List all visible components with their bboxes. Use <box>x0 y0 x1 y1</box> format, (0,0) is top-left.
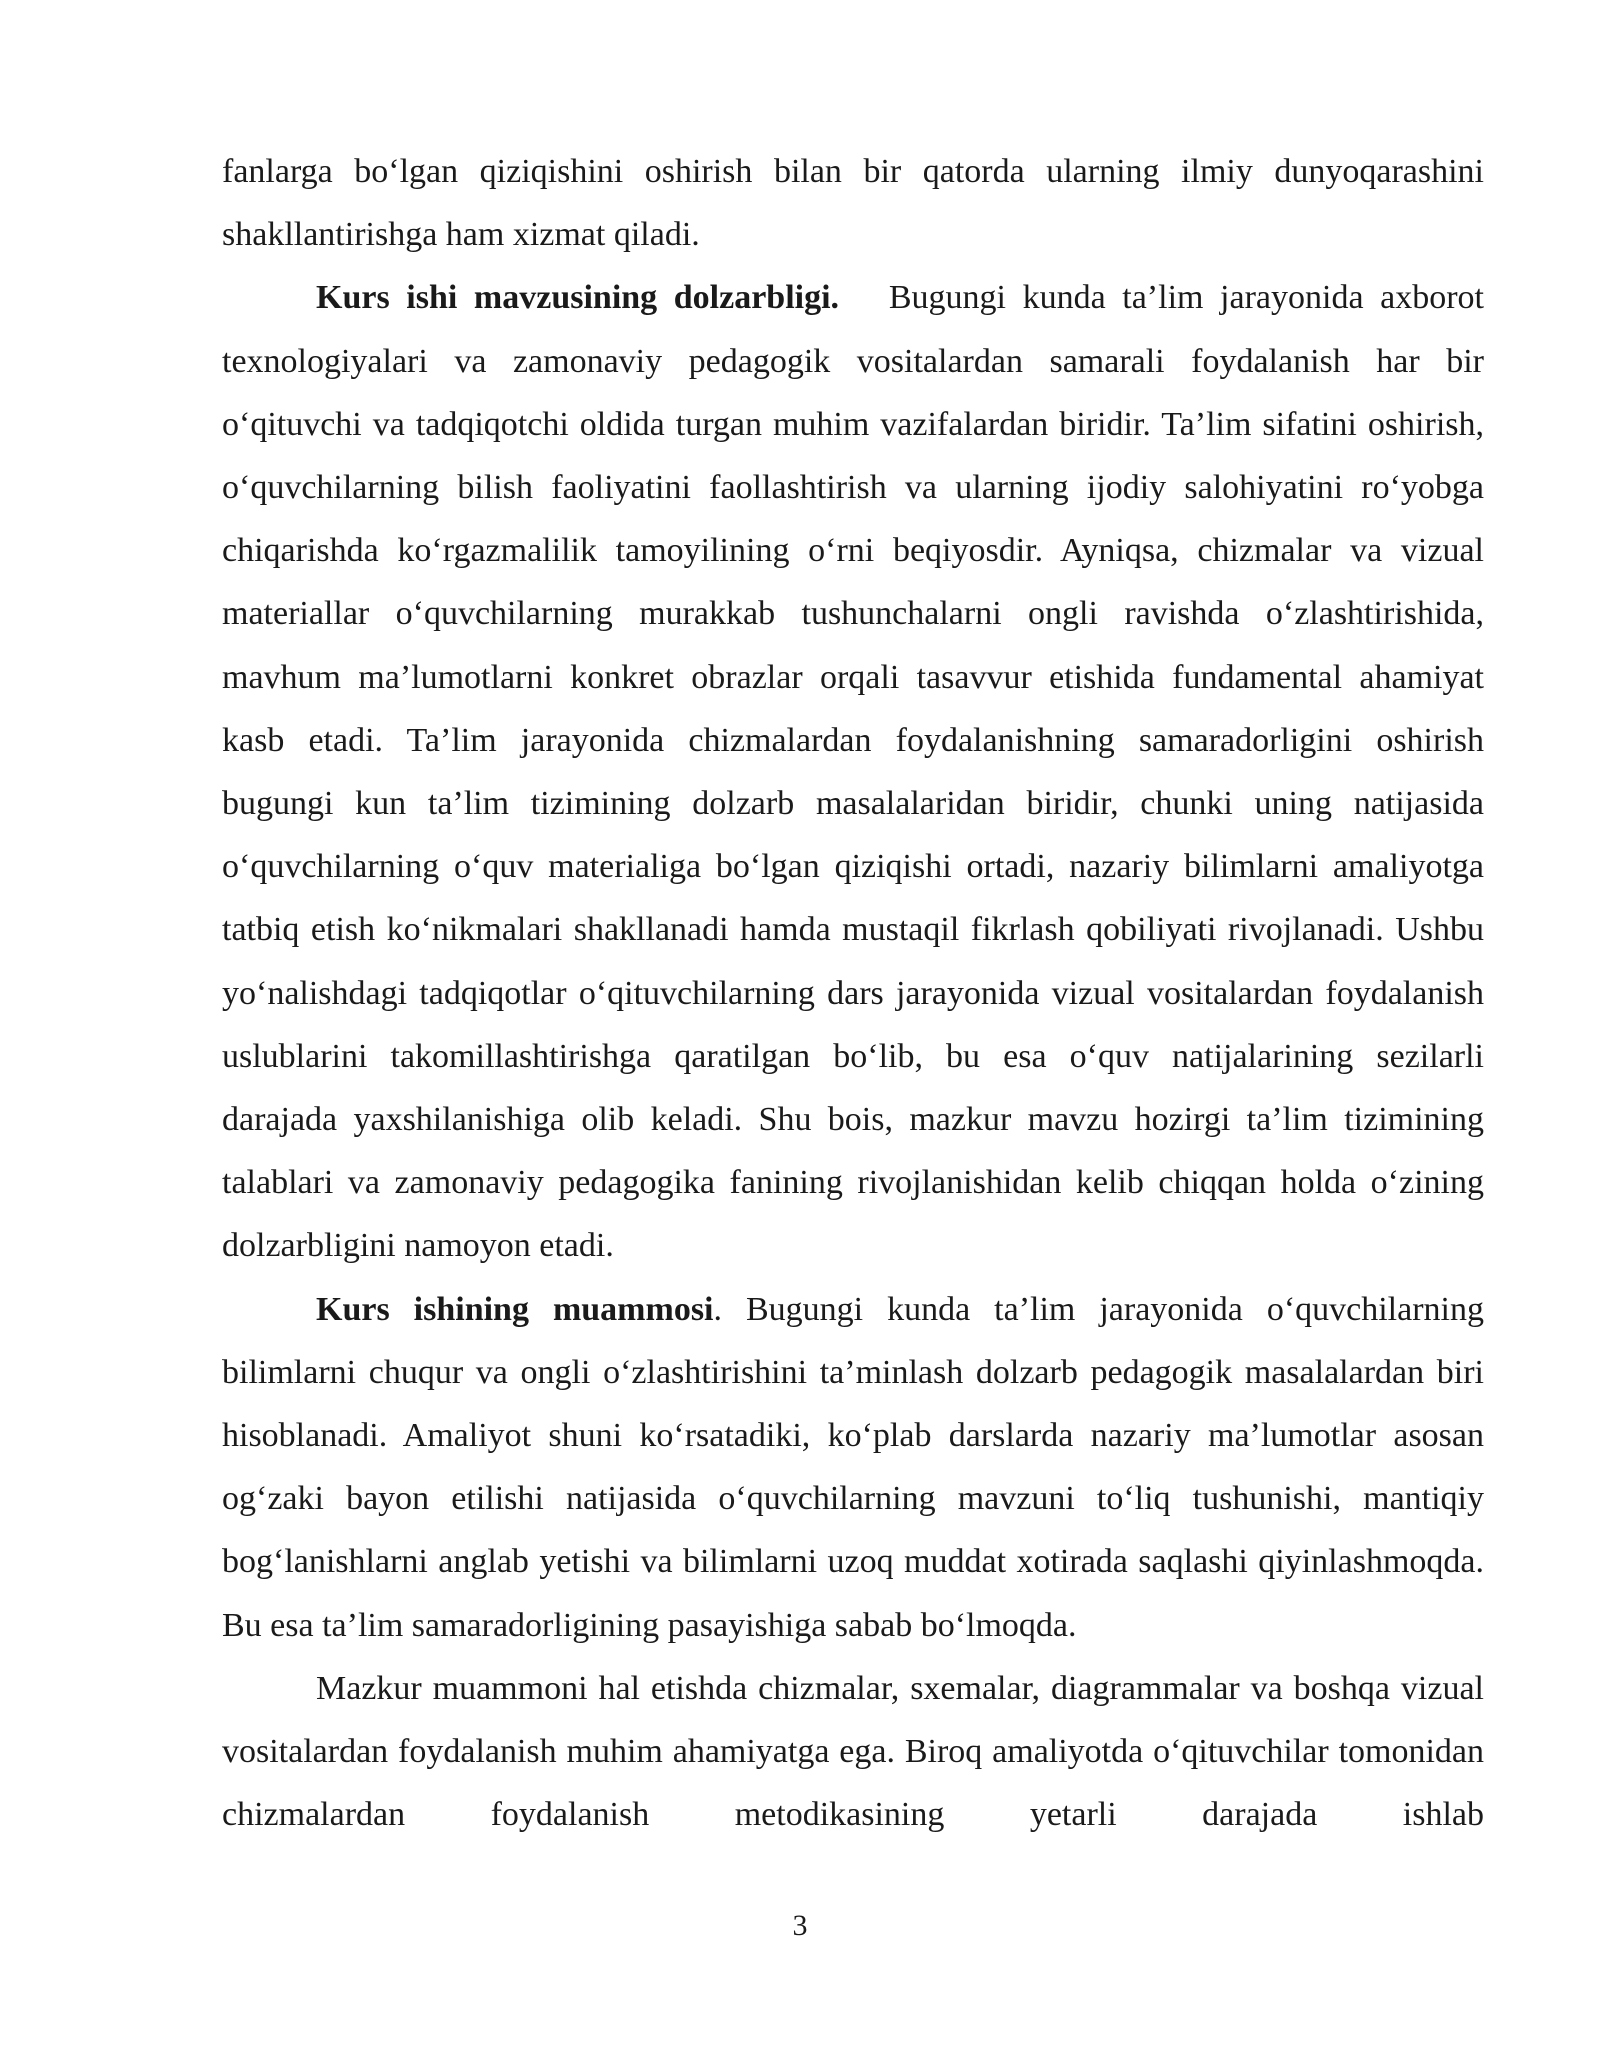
paragraph-problem <box>222 1278 1484 1657</box>
document-page <box>222 140 1493 1846</box>
paragraph-solution-text: Mazkur muammoni hal etishda chizmalar, sxemalar, diagrammalar va boshqa vizual vositalardan foydalanish muhim ahamiyatga ega. Biroq amaliyotda o‘qituvchilar tomonidan chizmalardan foydalanish metodikasining yetarli darajada ishlab <box>222 1669 1484 1834</box>
paragraph-continuation-text: fanlarga bo‘lgan qiziqishini oshirish bilan bir qatorda ularning ilmiy dunyoqarashini shakllantirishga ham xizmat qiladi. <box>222 153 1484 254</box>
paragraph-continuation <box>222 140 1484 266</box>
problem-heading: Kurs ishining muammosi <box>316 1290 714 1328</box>
paragraph-relevance-text: Bugungi kunda ta’lim jarayonida axborot texnologiyalari va zamonaviy pedagogik vositalardan samarali foydalanish har bir o‘qituvchi va tadqiqotchi oldida turgan muhim vazifalardan biridir. Ta’lim sifatini oshirish, o‘quvchilarning bilish faoliyatini faollashtirish va ularning ijodiy salohiyatini ro‘yobga chiqarishda ko‘rgazmalilik tamoyilining o‘rni beqiyosdir. Ayniqsa, chizmalar va vizual materiallar o‘quvchilarning murakkab tushunchalarni ongli ravishda o‘zlashtirishida, mavhum ma’lumotlarni konkret obrazlar orqali tasavvur etishida fundamental ahamiyat kasb etadi. Ta’lim jarayonida chizmalardan foydalanishning samaradorligini oshirish bugungi kun ta’lim tizimining dolzarb masalalaridan biridir, chunki uning natijasida o‘quvchilarning o‘quv materialiga bo‘lgan qiziqishi ortadi, nazariy bilimlarni amaliyotga tatbiq etish ko‘nikmalari shakllanadi hamda mustaqil fikrlash qobiliyati rivojlanadi. Ushbu yo‘nalishdagi tadqiqotlar o‘qituvchilarning dars jarayonida vizual vositalardan foydalanish uslublarini takomillashtirishga qaratilgan bo‘lib, bu esa o‘quv natijalarining sezilarli darajada yaxshilanishiga olib keladi. Shu bois, mazkur mavzu hozirgi ta’lim tizimining talablari va zamonaviy pedagogika fanining rivojlanishidan kelib chiqqan holda o‘zining dolzarbligini namoyon etadi. <box>222 279 1493 1265</box>
paragraph-relevance <box>222 266 1493 1277</box>
paragraph-solution <box>222 1657 1484 1847</box>
paragraph-problem-text: . Bugungi kunda ta’lim jarayonida o‘quvchilarning bilimlarni chuqur va ongli o‘zlashtirishini ta’minlash dolzarb pedagogik masalalardan biri hisoblanadi. Amaliyot shuni ko‘rsatadiki, ko‘plab darslarda nazariy ma’lumotlar asosan og‘zaki bayon etilishi natijasida o‘quvchilarning mavzuni to‘liq tushunishi, mantiqiy bog‘lanishlarni anglab yetishi va bilimlarni uzoq muddat xotirada saqlashi qiyinlashmoqda. Bu esa ta’lim samaradorligining pasayishiga sabab bo‘lmoqda. <box>222 1290 1484 1644</box>
relevance-heading: Kurs ishi mavzusining dolzarbligi. <box>316 279 840 317</box>
page-number: 3 <box>792 1909 808 1942</box>
